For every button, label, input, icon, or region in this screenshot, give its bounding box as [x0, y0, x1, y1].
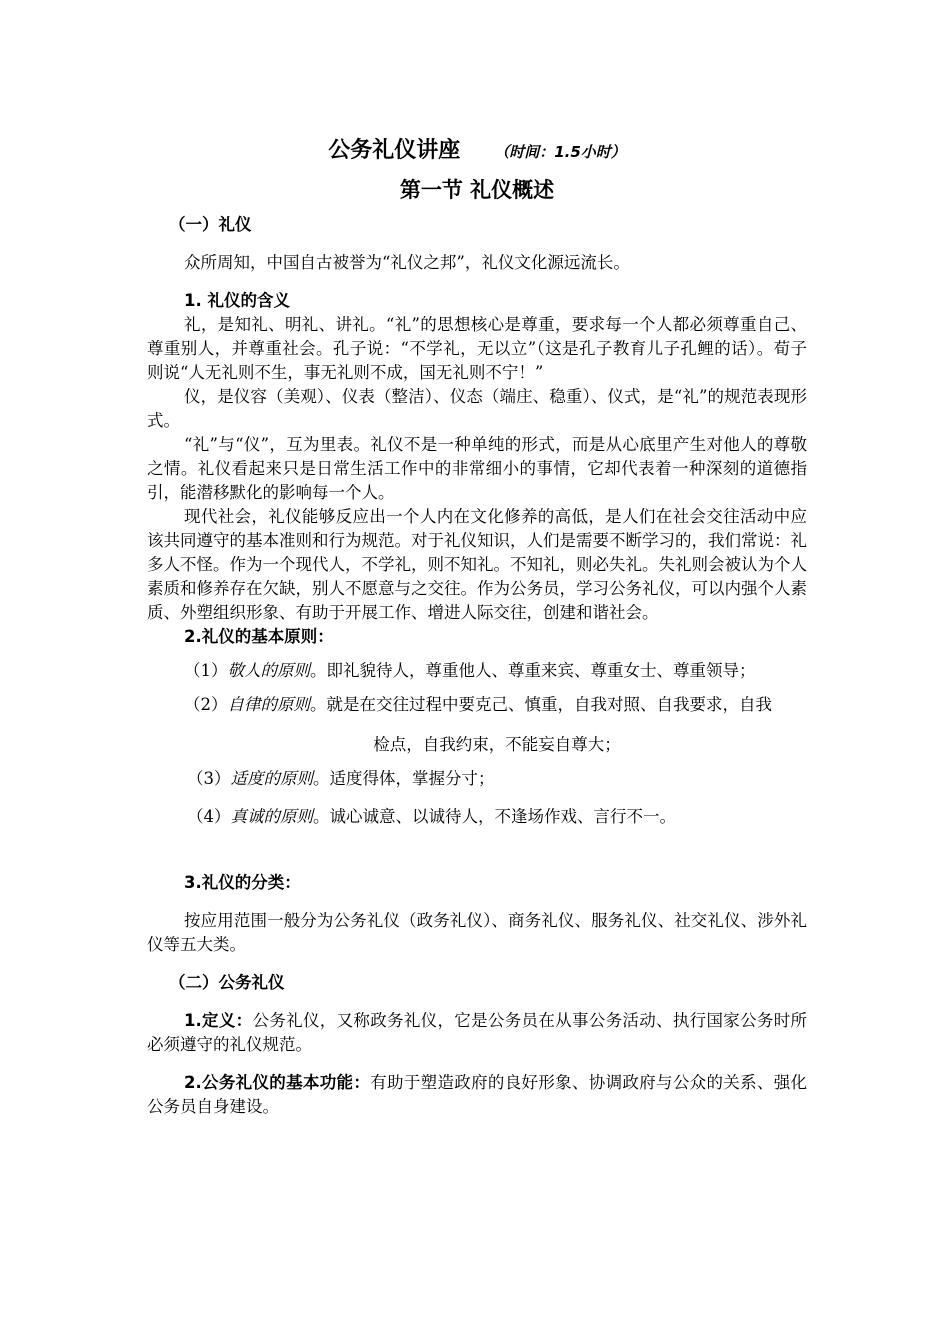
- principle-number: （4）: [187, 807, 231, 826]
- principle-item-2-continued: 检点，自我约束，不能妄自尊大；: [373, 735, 621, 754]
- definition-text: 公务礼仪，又称政务礼仪，它是公务员在从事公务活动、执行国家公务时所必须遵守的礼仪规范。: [147, 1011, 807, 1054]
- principle-text: 。就是在交往过程中要克己、慎重，自我对照、自我要求，自我: [310, 695, 772, 714]
- principle-text: 。即礼貌待人，尊重他人、尊重来宾、尊重女士、尊重领导；: [310, 661, 756, 680]
- meaning-heading: 1. 礼仪的含义: [184, 291, 290, 310]
- principle-item-4: [147, 805, 807, 829]
- document-title: 公务礼仪讲座: [328, 138, 461, 163]
- principle-name: 适度的原则: [230, 769, 313, 788]
- function-label: 2.公务礼仪的基本功能：: [184, 1073, 371, 1092]
- principle-name: 敬人的原则: [227, 661, 310, 680]
- principle-item-3: [147, 767, 807, 791]
- principle-number: （1）: [184, 661, 228, 680]
- meaning-paragraph-3: “礼”与“仪”，互为里表。礼仪不是一种单纯的形式，而是从心底里产生对他人的尊敬之情。礼仪看起来只是日常生活工作中的非常细小的事情，它却代表着一种深刻的道德指引，能潜移默化的影响每一个人。: [147, 435, 807, 502]
- meaning-paragraph-1: 礼，是知礼、明礼、讲礼。“礼”的思想核心是尊重，要求每一个人都必须尊重自己、尊重别人，并尊重社会。孔子说：“不学礼，无以立”（这是孔子教育儿子孔鲤的话）。荀子则说“人无礼则不生，事无礼则不成，国无礼则不宁！”: [147, 315, 807, 382]
- classification-text: 按应用范围一般分为公务礼仪（政务礼仪）、商务礼仪、服务礼仪、社交礼仪、涉外礼仪等五大类。: [147, 911, 807, 954]
- section-title: 第一节 礼仪概述: [399, 178, 555, 202]
- document-subtitle: （时间：1.5小时）: [494, 143, 626, 161]
- document-body: [147, 134, 807, 1119]
- definition-paragraph: [147, 1009, 807, 1057]
- part1-intro: 众所周知，中国自古被誉为“礼仪之邦”，礼仪文化源远流长。: [184, 253, 630, 272]
- function-paragraph: [147, 1071, 807, 1119]
- meaning-paragraph-2: 仪，是仪容（美观）、仪表（整洁）、仪态（端庄、稳重）、仪式，是“礼”的规范表现形式。: [147, 387, 807, 430]
- principle-item-2: [147, 693, 807, 717]
- meaning-paragraph-4: 现代社会，礼仪能够反应出一个人内在文化修养的高低，是人们在社会交往活动中应该共同遵守的基本准则和行为规范。对于礼仪知识，人们是需要不断学习的，我们常说：礼多人不怪。作为一个现代人，不学礼，则不知礼。不知礼，则必失礼。失礼则会被认为个人素质和修养存在欠缺，别人不愿意与之交往。作为公务员，学习公务礼仪，可以内强个人素质、外塑组织形象、有助于开展工作、增进人际交往，创建和谐社会。: [147, 507, 807, 622]
- principle-item-1: [147, 659, 807, 683]
- principle-number: （3）: [187, 769, 231, 788]
- principle-text: 。适度得体，掌握分寸；: [313, 769, 495, 788]
- principle-name: 真诚的原则: [230, 807, 313, 826]
- definition-label: 1.定义：: [184, 1011, 253, 1030]
- principle-number: （2）: [184, 695, 228, 714]
- document-title-row: [147, 134, 807, 169]
- principle-name: 自律的原则: [227, 695, 310, 714]
- classification-heading: 3.礼仪的分类：: [184, 873, 301, 892]
- part2-heading: （二）公务礼仪: [169, 973, 285, 992]
- principles-heading: 2.礼仪的基本原则：: [184, 627, 334, 646]
- principle-text: 。诚心诚意、以诚待人，不逢场作戏、言行不一。: [313, 807, 676, 826]
- function-text: 有助于塑造政府的良好形象、协调政府与公众的关系、强化公务员自身建设。: [147, 1073, 807, 1116]
- part1-heading: （一）礼仪: [169, 215, 252, 234]
